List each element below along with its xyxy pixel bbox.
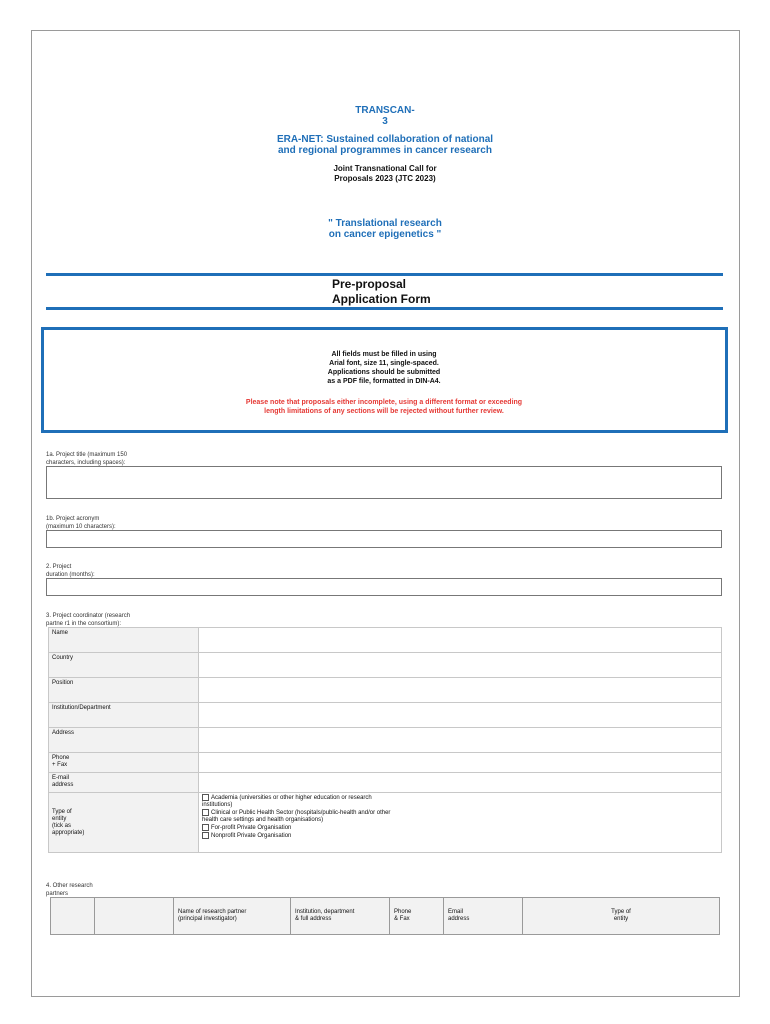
partners-label: 4. Other research partners bbox=[46, 883, 93, 897]
checkbox-icon[interactable] bbox=[202, 832, 209, 839]
institution-input[interactable] bbox=[199, 703, 722, 728]
address-input[interactable] bbox=[199, 728, 722, 753]
partners-col-institution: Institution, department & full address bbox=[291, 898, 390, 935]
row-label-position: Position bbox=[49, 678, 199, 703]
form-title: Pre-proposal Application Form bbox=[332, 277, 431, 306]
option-nonprofit[interactable]: Nonprofit Private Organisation bbox=[202, 832, 312, 840]
row-label-institution: Institution/Department bbox=[49, 703, 199, 728]
project-acronym-input[interactable] bbox=[46, 530, 722, 548]
name-input[interactable] bbox=[199, 628, 722, 653]
row-label-entity-type: Type of entity (tick as appropriate) bbox=[49, 793, 199, 853]
partners-col-1 bbox=[51, 898, 95, 935]
partners-table bbox=[50, 897, 720, 935]
program-subtitle: ERA-NET: Sustained collaboration of national and regional programmes in cancer research bbox=[276, 134, 494, 156]
partners-col-2 bbox=[95, 898, 174, 935]
top-rule bbox=[46, 273, 723, 276]
country-input[interactable] bbox=[199, 653, 722, 678]
call-name: Joint Transnational Call for Proposals 2023 (JTC 2023) bbox=[333, 164, 437, 183]
partners-col-phone: Phone & Fax bbox=[390, 898, 444, 935]
checkbox-icon[interactable] bbox=[202, 824, 209, 831]
project-duration-label: 2. Project duration (months): bbox=[46, 564, 95, 578]
project-acronym-label: 1b. Project acronym (maximum 10 characters): bbox=[46, 516, 116, 530]
email-input[interactable] bbox=[199, 773, 722, 793]
coordinator-label: 3. Project coordinator (research partne r1 in the consortium): bbox=[46, 613, 131, 627]
format-rules: All fields must be filled in using Arial font, size 11, single-spaced. Applications should be submitted as a PDF file, formatted in DIN-A4. bbox=[327, 351, 441, 385]
row-label-name: Name bbox=[49, 628, 199, 653]
coordinator-table bbox=[48, 627, 722, 853]
option-for-profit[interactable]: For-profit Private Organisation bbox=[202, 824, 312, 832]
entity-type-options bbox=[199, 793, 722, 853]
phone-input[interactable] bbox=[199, 753, 722, 773]
partners-col-name: Name of research partner (principal investigator) bbox=[174, 898, 291, 935]
option-academia[interactable]: Academia (universities or other higher education or research institutions) bbox=[202, 795, 372, 809]
program-name: TRANSCAN- 3 bbox=[355, 105, 415, 127]
row-label-address: Address bbox=[49, 728, 199, 753]
bottom-rule bbox=[46, 307, 723, 310]
rejection-warning: Please note that proposals either incomplete, using a different format or exceeding length limitations of any sections will be rejected without further review. bbox=[245, 399, 523, 415]
project-title-input[interactable] bbox=[46, 466, 722, 499]
project-duration-input[interactable] bbox=[46, 578, 722, 596]
instructions-box bbox=[41, 327, 728, 433]
project-title-label: 1a. Project title (maximum 150 characters, including spaces): bbox=[46, 452, 128, 466]
checkbox-icon[interactable] bbox=[202, 794, 209, 801]
row-label-phone: Phone + Fax bbox=[49, 753, 199, 773]
row-label-country: Country bbox=[49, 653, 199, 678]
partners-col-email: Email address bbox=[444, 898, 523, 935]
row-label-email: E-mail address bbox=[49, 773, 199, 793]
position-input[interactable] bbox=[199, 678, 722, 703]
option-clinical[interactable]: Clinical or Public Health Sector (hospitals/public-health and/or other health care settings and health organisations) bbox=[202, 810, 391, 824]
partners-col-entity: Type of entity bbox=[523, 898, 720, 935]
call-topic: " Translational research on cancer epigenetics " bbox=[328, 218, 442, 240]
checkbox-icon[interactable] bbox=[202, 809, 209, 816]
